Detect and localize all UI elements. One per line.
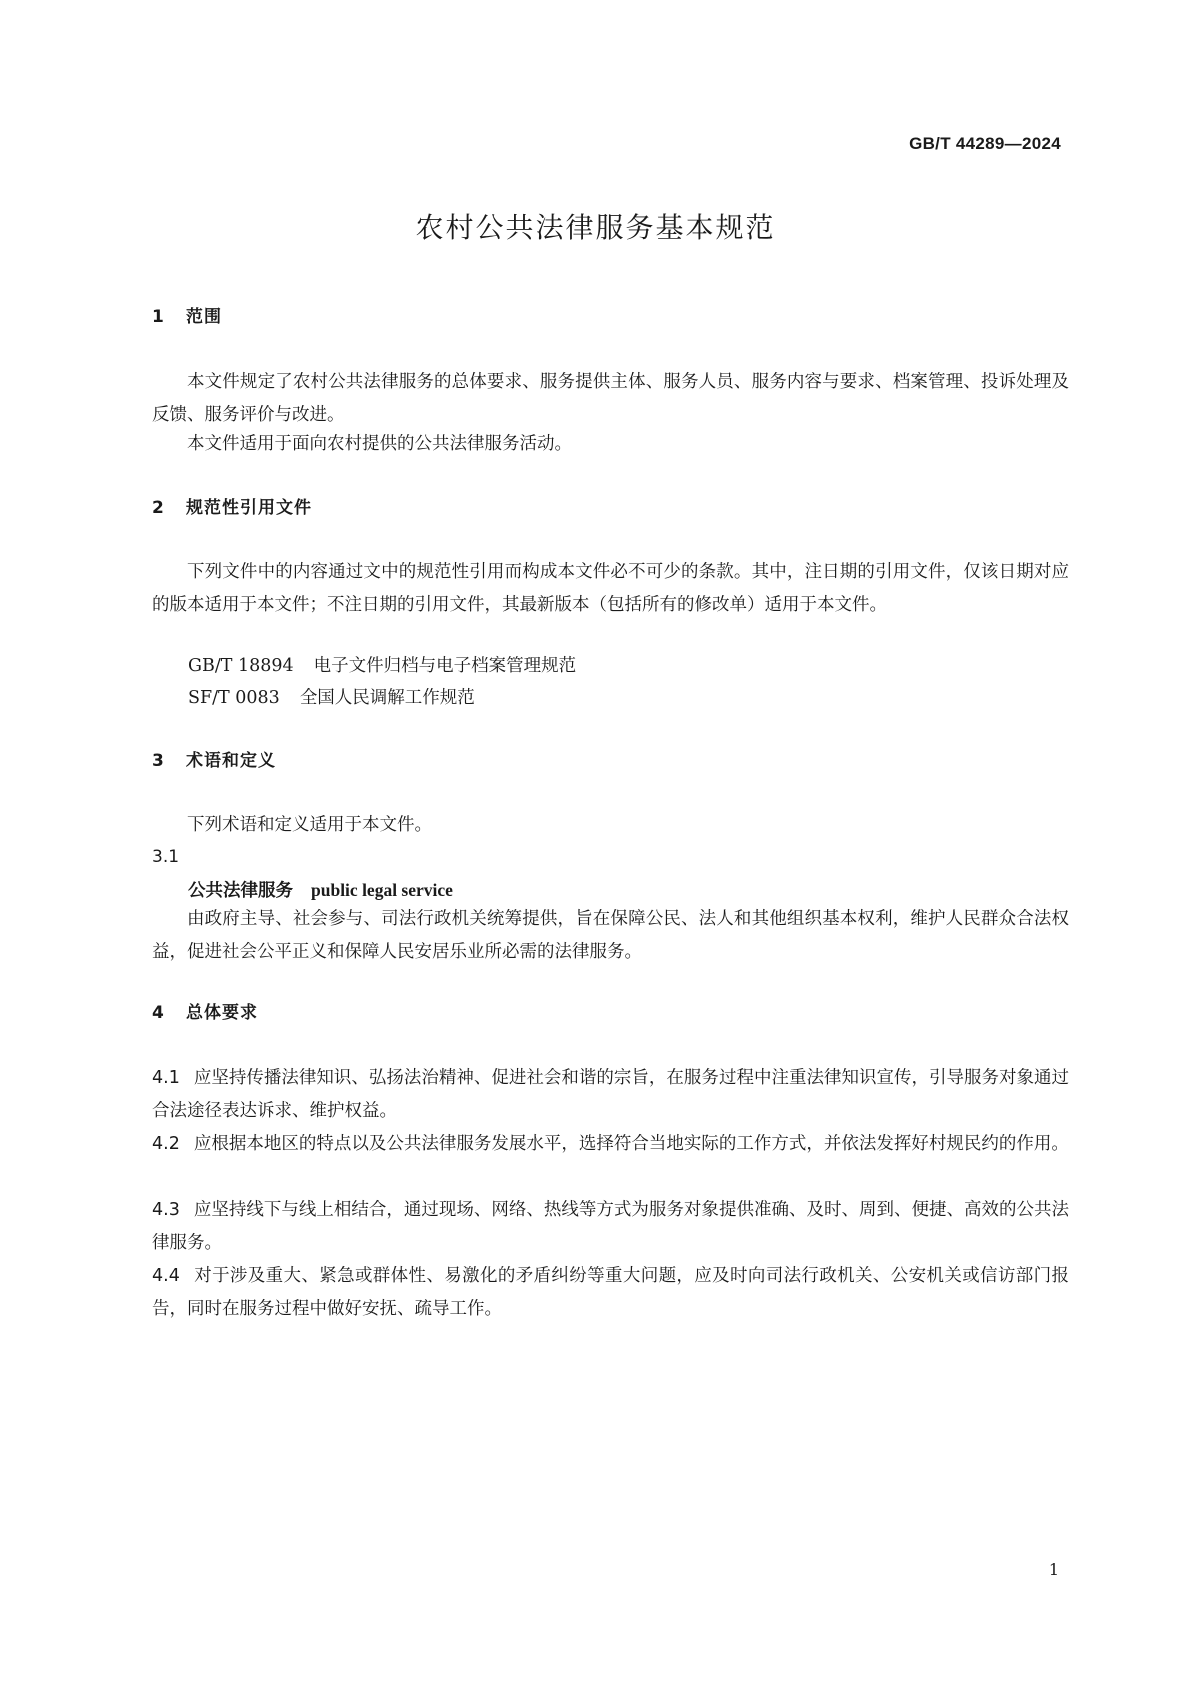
reference-item	[188, 682, 475, 715]
reference-name: 全国人民调解工作规范	[299, 688, 475, 708]
clause-text: 对于涉及重大、紧急或群体性、易激化的矛盾纠纷等重大问题，应及时向司法行政机关、公安机关或信访部门报告，同时在服务过程中做好安抚、疏导工作。	[152, 1266, 1069, 1319]
term-chinese: 公共法律服务	[188, 881, 293, 901]
clause-text: 应坚持线下与线上相结合，通过现场、网络、热线等方式为服务对象提供准确、及时、周到、便捷、高效的公共法律服务。	[152, 1200, 1069, 1253]
section-number: 4	[152, 1003, 165, 1023]
term-definition: 由政府主导、社会参与、司法行政机关统筹提供，旨在保障公民、法人和其他组织基本权利，维护人民群众合法权益，促进社会公平正义和保障人民安居乐业所必需的法律服务。	[152, 909, 1069, 962]
section-heading-general-requirements	[152, 998, 258, 1023]
clause-4-1	[152, 1062, 1069, 1128]
section-number: 3	[152, 751, 165, 771]
reference-code: SF/T 0083	[188, 688, 280, 708]
clause-number: 4.1	[152, 1068, 180, 1088]
section-heading-normative-references	[152, 493, 312, 518]
page-number: 1	[1048, 1560, 1059, 1579]
section-heading-terms	[152, 746, 276, 771]
clause-number: 4.4	[152, 1266, 180, 1286]
section-title: 总体要求	[186, 1003, 258, 1023]
scope-paragraph-1: 本文件规定了农村公共法律服务的总体要求、服务提供主体、服务人员、服务内容与要求、档案管理、投诉处理及反馈、服务评价与改进。	[152, 372, 1069, 425]
section-number: 2	[152, 498, 165, 518]
section-title: 规范性引用文件	[186, 498, 312, 518]
section-title: 术语和定义	[186, 751, 276, 771]
terms-paragraph: 下列术语和定义适用于本文件。	[187, 815, 432, 835]
clause-number: 4.2	[152, 1134, 180, 1154]
document-title: 农村公共法律服务基本规范	[415, 211, 776, 244]
standard-code: GB/T 44289—2024	[909, 134, 1061, 153]
clause-number: 4.3	[152, 1200, 180, 1220]
clause-4-4	[152, 1260, 1069, 1326]
section-heading-scope	[152, 302, 222, 327]
section-number: 1	[152, 307, 165, 327]
clause-4-3	[152, 1194, 1069, 1260]
references-paragraph: 下列文件中的内容通过文中的规范性引用而构成本文件必不可少的条款。其中，注日期的引用文件，仅该日期对应的版本适用于本文件；不注日期的引用文件，其最新版本（包括所有的修改单）适用于本文件。	[152, 562, 1069, 615]
scope-paragraph-2: 本文件适用于面向农村提供的公共法律服务活动。	[187, 434, 572, 454]
clause-4-2	[152, 1128, 1069, 1161]
term-english: public legal service	[311, 880, 453, 900]
clause-text: 应根据本地区的特点以及公共法律服务发展水平，选择符合当地实际的工作方式，并依法发挥好村规民约的作用。	[193, 1134, 1069, 1154]
reference-code: GB/T 18894	[188, 656, 294, 676]
reference-item	[188, 650, 576, 683]
term-number: 3.1	[152, 847, 180, 867]
clause-text: 应坚持传播法律知识、弘扬法治精神、促进社会和谐的宗旨，在服务过程中注重法律知识宣传，引导服务对象通过合法途径表达诉求、维护权益。	[152, 1068, 1069, 1121]
section-title: 范围	[186, 307, 222, 327]
term-entry	[188, 877, 453, 902]
reference-name: 电子文件归档与电子档案管理规范	[313, 656, 577, 676]
